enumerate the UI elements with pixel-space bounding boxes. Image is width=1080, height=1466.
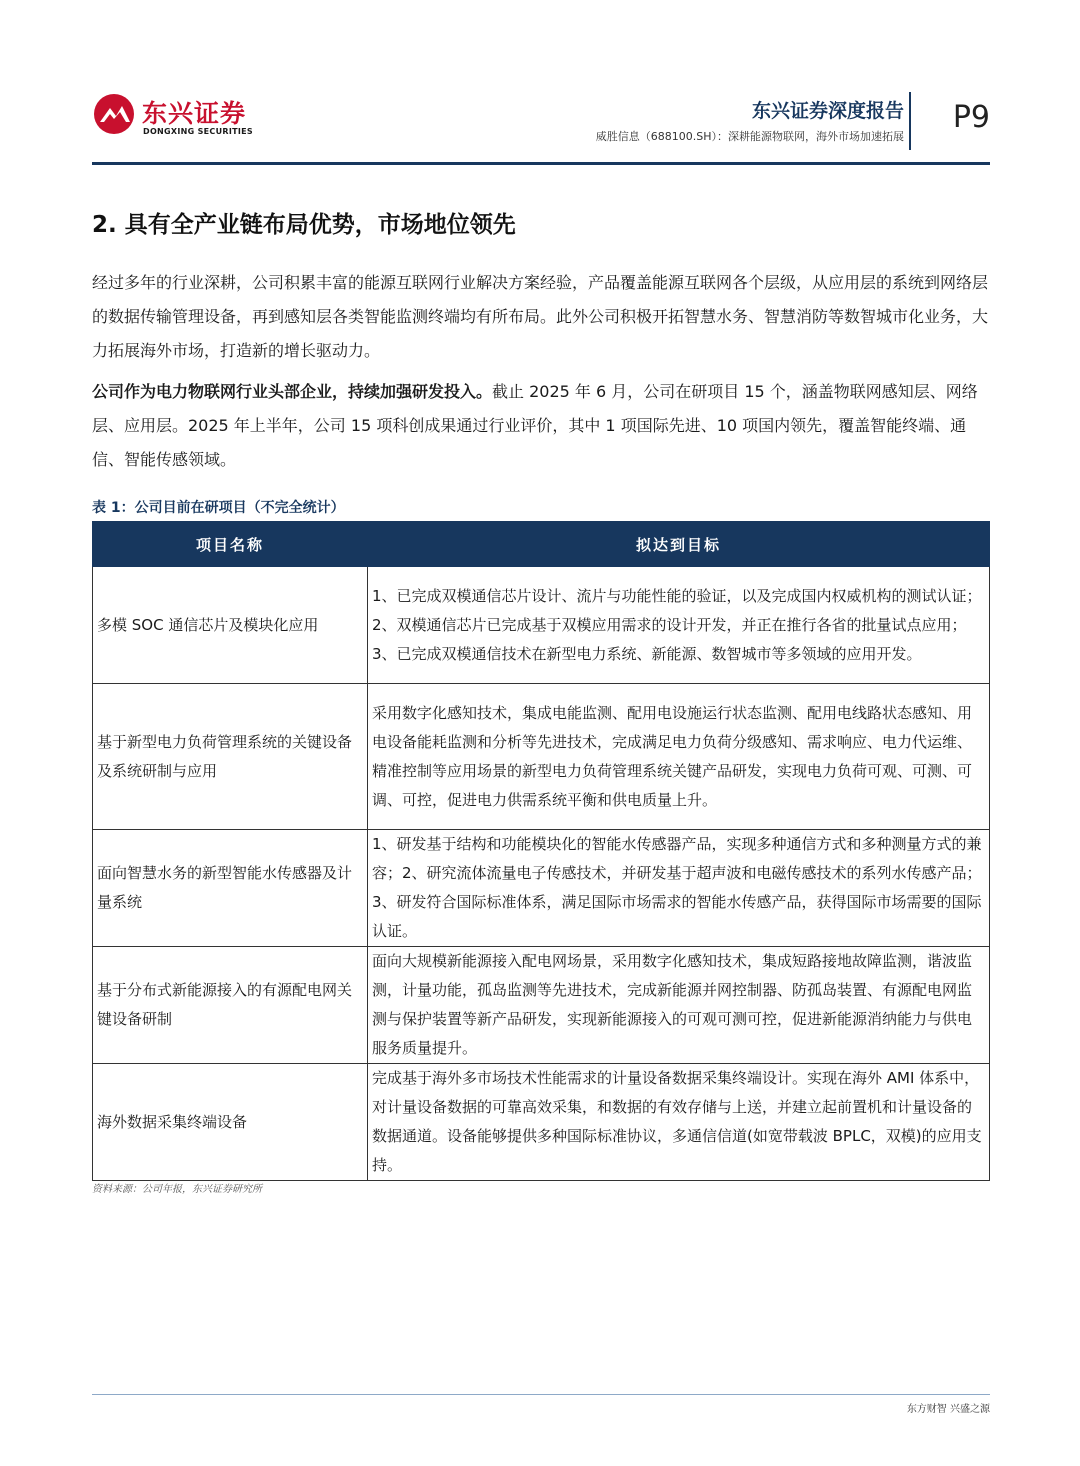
table-row bbox=[93, 567, 990, 684]
page-header bbox=[92, 88, 990, 164]
project-name-cell: 海外数据采集终端设备 bbox=[93, 1064, 368, 1181]
paragraph-2-text: 截止 2025 年 6 月，公司在研项目 15 个，涵盖物联网感知层、网络层、应用层。2025 年上半年，公司 15 项科创成果通过行业评价，其中 1 项国际先进、10 项国内领先，覆盖智能终端、通信、智能传感领域。 bbox=[92, 382, 978, 469]
company-logo bbox=[92, 92, 262, 144]
project-goal-cell: 1、研发基于结构和功能模块化的智能水传感器产品，实现多种通信方式和多种测量方式的兼容；2、研究流体流量电子传感技术，并研发基于超声波和电磁传感技术的系列水传感产品；3、研发符合国际标准体系，满足国际市场需求的智能水传感产品，获得国际市场需要的国际认证。 bbox=[368, 830, 990, 947]
project-goal-cell: 完成基于海外多市场技术性能需求的计量设备数据采集终端设计。实现在海外 AMI 体系中，对计量设备数据的可靠高效采集，和数据的有效存储与上送，并建立起前置机和计量设备的数据通道。设备能够提供多种国际标准协议，多通信信道(如宽带载波 BPLC，双模)的应用支持。 bbox=[368, 1064, 990, 1181]
footer-rule bbox=[92, 1394, 990, 1395]
project-goal-cell: 1、已完成双模通信芯片设计、流片与功能性能的验证，以及完成国内权威机构的测试认证；2、双模通信芯片已完成基于双模应用需求的设计开发，并正在推行各省的批量试点应用；3、已完成双模通信技术在新型电力系统、新能源、数智城市等多领域的应用开发。 bbox=[368, 567, 990, 684]
logo-mark-icon bbox=[92, 92, 136, 136]
header-divider bbox=[909, 92, 911, 150]
project-name-cell: 基于分布式新能源接入的有源配电网关键设备研制 bbox=[93, 947, 368, 1064]
section-title: 2. 具有全产业链布局优势，市场地位领先 bbox=[92, 212, 516, 238]
paragraph-2-bold: 公司作为电力物联网行业头部企业，持续加强研发投入。 bbox=[92, 382, 493, 401]
project-table bbox=[92, 521, 990, 1181]
project-name-cell: 基于新型电力负荷管理系统的关键设备及系统研制与应用 bbox=[93, 684, 368, 830]
table-source-note: 资料来源：公司年报，东兴证券研究所 bbox=[92, 1184, 262, 1195]
footer-slogan: 东方财智 兴盛之源 bbox=[906, 1404, 990, 1415]
column-header-name: 项目名称 bbox=[93, 522, 368, 567]
header-rule bbox=[92, 162, 990, 165]
table-row bbox=[93, 1064, 990, 1181]
table-row bbox=[93, 684, 990, 830]
logo-text-cn: 东兴证券 bbox=[142, 99, 247, 128]
table-caption: 表 1：公司目前在研项目（不完全统计） bbox=[92, 500, 345, 516]
table-row bbox=[93, 830, 990, 947]
table-header-row bbox=[93, 522, 990, 567]
paragraph-2 bbox=[92, 375, 990, 477]
project-goal-cell: 采用数字化感知技术，集成电能监测、配用电设施运行状态监测、配用电线路状态感知、用电设备能耗监测和分析等先进技术，完成满足电力负荷分级感知、需求响应、电力代运维、精准控制等应用场景的新型电力负荷管理系统关键产品研发，实现电力负荷可观、可测、可调、可控，促进电力供需系统平衡和供电质量上升。 bbox=[368, 684, 990, 830]
project-name-cell: 面向智慧水务的新型智能水传感器及计量系统 bbox=[93, 830, 368, 947]
project-goal-cell: 面向大规模新能源接入配电网场景，采用数字化感知技术，集成短路接地故障监测，谐波监测，计量功能，孤岛监测等先进技术，完成新能源并网控制器、防孤岛装置、有源配电网监测与保护装置等新产品研发，实现新能源接入的可观可测可控，促进新能源消纳能力与供电服务质量提升。 bbox=[368, 947, 990, 1064]
report-title: 东兴证券深度报告 bbox=[751, 100, 904, 122]
column-header-goal: 拟达到目标 bbox=[368, 522, 990, 567]
project-name-cell: 多模 SOC 通信芯片及模块化应用 bbox=[93, 567, 368, 684]
page-number: P9 bbox=[952, 100, 990, 135]
table-row bbox=[93, 947, 990, 1064]
report-subtitle: 威胜信息（688100.SH）：深耕能源物联网，海外市场加速拓展 bbox=[595, 130, 904, 143]
paragraph-1: 经过多年的行业深耕，公司积累丰富的能源互联网行业解决方案经验，产品覆盖能源互联网各个层级，从应用层的系统到网络层的数据传输管理设备，再到感知层各类智能监测终端均有所布局。此外公司积极开拓智慧水务、智慧消防等数智城市化业务，大力拓展海外市场，打造新的增长驱动力。 bbox=[92, 273, 989, 360]
logo-text-en: DONGXING SECURITIES bbox=[143, 127, 253, 136]
